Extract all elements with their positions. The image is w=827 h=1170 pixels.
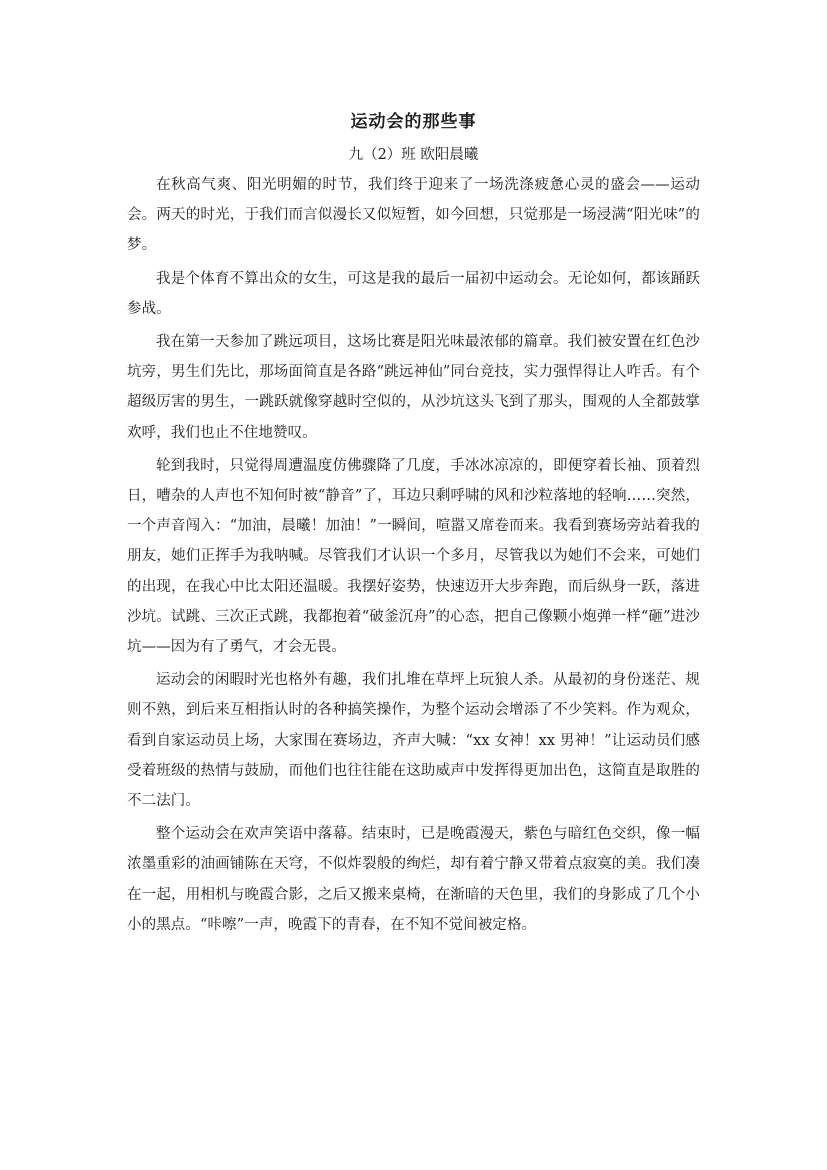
paragraph-6: 整个运动会在欢声笑语中落幕。结束时，已是晚霞漫天，紫色与暗红色交织，像一幅浓墨重彩的油画铺陈在天穹，不似炸裂般的绚烂，却有着宁静又带着点寂寞的美。我们凑在一起，用相机与晚霞合影，之后又搬来桌椅，在渐暗的天色里，我们的身影成了几个小小的黑点。“咔嚓”一声，晚霞下的青春，在不知不觉间被定格。 (127, 826, 700, 933)
paragraph-3: 我在第一天参加了跳远项目，这场比赛是阳光味最浓郁的篇章。我们被安置在红色沙坑旁，男生们先比，那场面简直是各路“跳远神仙”同台竞技，实力强悍得让人咋舌。有个超级厉害的男生，一跳跃就像穿越时空似的，从沙坑这头飞到了那头，围观的人全都鼓掌欢呼，我们也止不住地赞叹。 (127, 334, 700, 441)
paragraph-4: 轮到我时，只觉得周遭温度仿佛骤降了几度，手冰冰凉凉的，即便穿着长袖、顶着烈日，嘈杂的人声也不知何时被“静音”了，耳边只剩呼啸的风和沙粒落地的轻响……突然，一个声音闯入：“加油，晨曦！加油！”一瞬间，喧嚣又席卷而来。我看到赛场旁站着我的朋友，她们正挥手为我呐喊。尽管我们才认识一个多月，尽管我以为她们不会来，可她们的出现，在我心中比太阳还温暖。我摆好姿势，快速迈开大步奔跑，而后纵身一跃，落进沙坑。试跳、三次正式跳，我都抱着“破釜沉舟”的心态，把自己像颗小炮弹一样“砸”进沙坑——因为有了勇气，才会无畏。 (127, 457, 700, 656)
paragraph-5: 运动会的闲暇时光也格外有趣，我们扎堆在草坪上玩狼人杀。从最初的身份迷茫、规则不熟，到后来互相指认时的各种搞笑操作，为整个运动会增添了不少笑料。作为观众，看到自家运动员上场，大家围在赛场边，齐声大喊：“xx 女神！xx 男神！”让运动员们感受着班级的热情与鼓励，而他们也往往能在这助威声中发挥得更加出色，这简直是取胜的不二法门。 (127, 672, 700, 810)
paragraph-1: 在秋高气爽、阳光明媚的时节，我们终于迎来了一场洗涤疲惫心灵的盛会——运动会。两天的时光，于我们而言似漫长又似短暂，如今回想，只觉那是一场浸满“阳光味”的梦。 (127, 177, 700, 254)
essay-title: 运动会的那些事 (350, 112, 477, 132)
author-byline: 九（2）班 欧阳晨曦 (348, 147, 479, 163)
paragraph-2: 我是个体育不算出众的女生，可这是我的最后一届初中运动会。无论如何，都该踊跃参战。 (127, 270, 700, 317)
essay-body (127, 108, 700, 943)
